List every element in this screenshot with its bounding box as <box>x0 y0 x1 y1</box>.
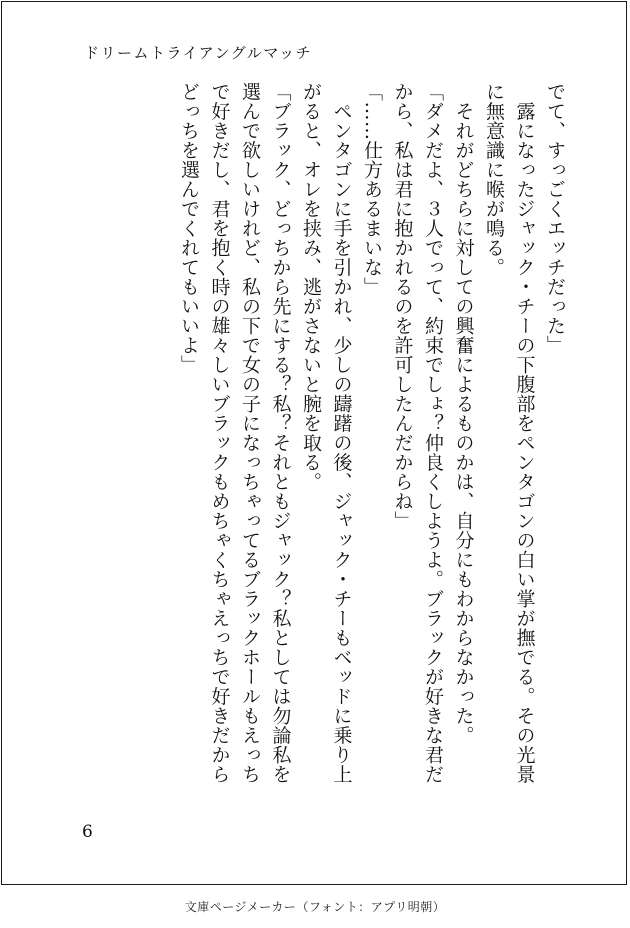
text-line: 選んで欲しいけれど、私の下で女の子になっちゃってるブラックホールもえっち <box>239 82 261 784</box>
text-line: それがどちらに対しての興奮によるものかは、自分にもわからなかった。 <box>452 82 475 745</box>
text-line: でて、すっごくエッチだった」 <box>544 82 566 355</box>
running-header: ドリームトライアングルマッチ <box>84 44 313 62</box>
page-number: 6 <box>82 822 93 842</box>
text-line: で好きだし、君を抱く時の雄々しいブラックもめちゃくちゃえっちで好きだから <box>208 82 231 784</box>
text-line: がると、オレを挟み、逃がさないと腕を取る。 <box>300 82 322 492</box>
footer-credit: 文庫ページメーカー（フォント：アプリ明朝） <box>184 900 446 914</box>
body-text <box>174 82 571 807</box>
text-line: ペンタゴンに手を引かれ、少しの躊躇の後、ジャック・チーもベッドに乗り上 <box>330 82 353 784</box>
text-line: 「……仕方あるまいな」 <box>361 82 383 297</box>
text-line: どっちを選んでくれてもいいよ」 <box>178 82 200 375</box>
text-line: 露になったジャック・チーの下腹部をペンタゴンの白い掌が撫でる。その光景 <box>513 82 536 784</box>
text-line: から、私は君に抱かれるのを許可したんだからね」 <box>391 82 414 531</box>
text-line: 「ブラック、どっちから先にする？私？それともジャック？私としては勿論私を <box>269 82 292 784</box>
text-line: 「ダメだよ、３人でって、約束でしょ？仲良くしようよ。ブラックが好きな君だ <box>422 82 444 784</box>
text-line: に無意識に喉が鳴る。 <box>483 82 505 277</box>
